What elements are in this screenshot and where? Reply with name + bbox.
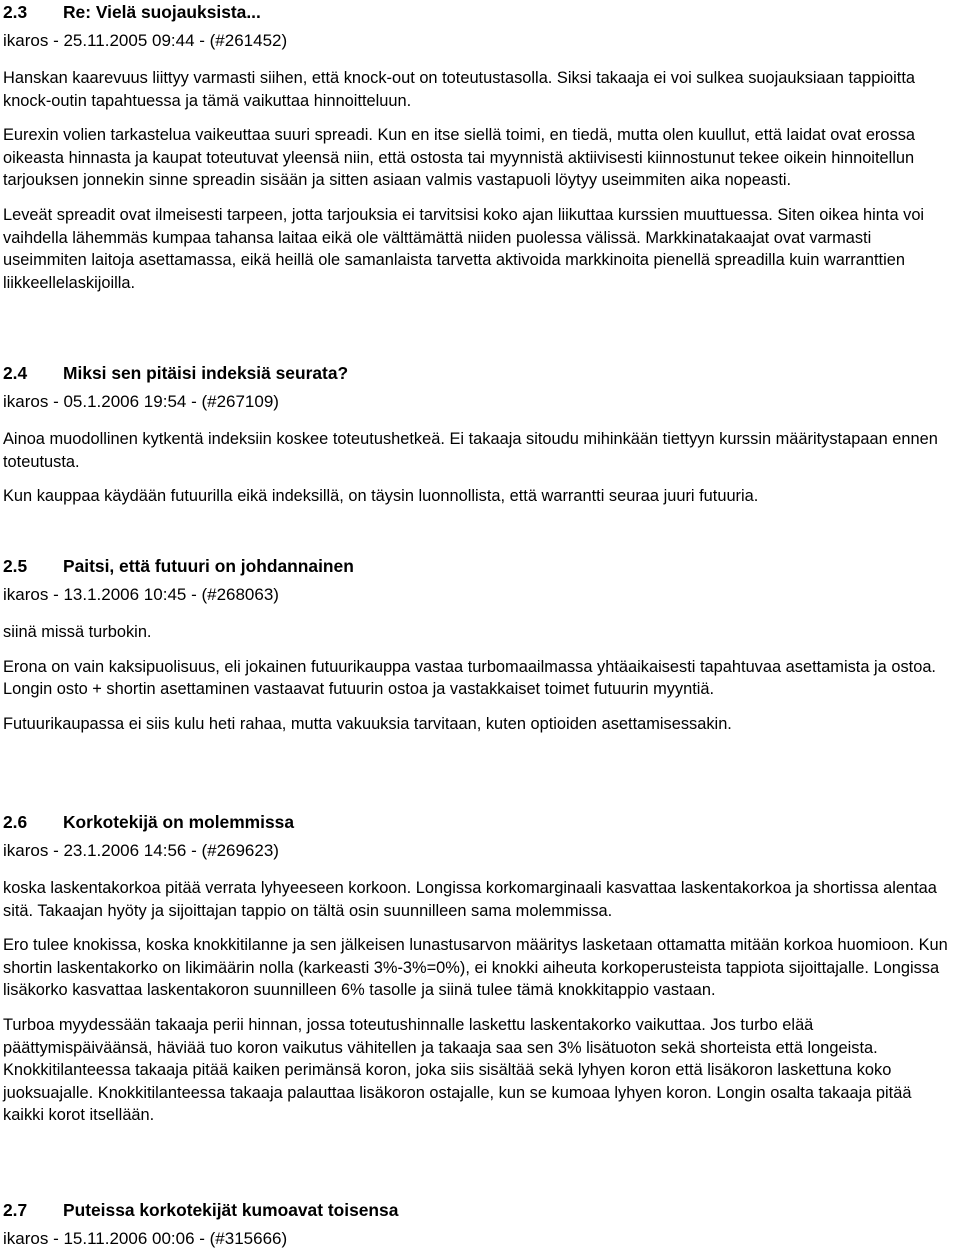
paragraph: siinä missä turbokin.: [3, 623, 152, 641]
paragraph: Kun kauppaa käydään futuurilla eikä indeksillä, on täysin luonnollista, että warrantti seuraa juuri futuuria.: [3, 487, 759, 506]
paragraph: koska laskentakorkoa pitää verrata lyhyeeseen korkoon. Longissa korkomarginaali kasvattaa laskentakorkoa ja shortissa alentaa sitä. Takaajan hyöty ja sijoittajan tappio on tältä osin suunnilleen sama molemmissa.: [3, 879, 937, 920]
section-number: 2.3: [3, 2, 28, 22]
post-meta: ikaros - 23.1.2006 14:56 - (#269623): [3, 841, 279, 860]
post-meta: ikaros - 25.11.2005 09:44 - (#261452): [3, 31, 288, 50]
section-title: Re: Vielä suojauksista...: [63, 2, 261, 22]
section-2-5: [3, 554, 953, 735]
section-2-4: [3, 361, 953, 508]
paragraph: Turboa myydessään takaaja perii hinnan, jossa toteutushinnalle laskettu laskentakorko vaikuttaa. Jos turbo elää päättymispäiväänsä, häviää tuo koron vaikutus vähitellen ja takaaja saa sen 3% lisätuoton sekä shorteista että longeista. Knokkitilanteessa takaaja pitää kaiken perimänsä koron, joka siis sisältää sekä lyhyen koron että lisäkoron laskettuna koko juoksuajalle. Knokkitilanteessa takaaja palauttaa lisäkoron ostajalle, kun se kumoaa lyhyen koron. Longin osalta takaaja pitää kaikki korot itsellään.: [3, 1015, 912, 1125]
section-heading: [3, 810, 953, 834]
section-number: 2.7: [3, 1200, 28, 1220]
section-number: 2.5: [3, 556, 28, 576]
paragraph: Erona on vain kaksipuolisuus, eli jokainen futuurikauppa vastaa turbomaailmassa yhtäaikaisesti tapahtuvaa asettamista ja ostoa. Longin osto + shortin asettaminen vastaavat futuurin ostoa ja vastakkaiset toimet futuurin myyntiä.: [3, 657, 936, 699]
section-number: 2.4: [3, 363, 28, 383]
paragraph: Ainoa muodollinen kytkentä indeksiin koskee toteutushetkeä. Ei takaaja sitoudu mihinkään tiettyyn kurssin määritystapaan ennen toteutusta.: [3, 430, 938, 471]
section-number: 2.6: [3, 812, 28, 832]
post-meta: ikaros - 15.11.2006 00:06 - (#315666): [3, 1229, 288, 1248]
section-2-6: [3, 810, 953, 1127]
paragraph: Hanskan kaarevuus liittyy varmasti siihen, että knock-out on toteutustasolla. Siksi takaaja ei voi sulkea suojauksiaan tappioitta knock-outin tapahtuessa ja tämä vaikuttaa hinnoitteluun.: [3, 69, 915, 110]
section-heading: [3, 1198, 953, 1222]
section-title: Puteissa korkotekijät kumoavat toisensa: [63, 1200, 399, 1220]
section-title: Paitsi, että futuuri on johdannainen: [63, 556, 354, 576]
paragraph: Futuurikaupassa ei siis kulu heti rahaa, mutta vakuuksia tarvitaan, kuten optioiden asettamisessakin.: [3, 714, 732, 733]
paragraph: Eurexin volien tarkastelua vaikeuttaa suuri spreadi. Kun en itse siellä toimi, en tiedä, mutta olen kuullut, että laidat ovat erossa oikeasta hinnasta ja kaupat toteutuvat yleensä niin, että ostosta tai myynnistä aktiivisesti kiinnostunut tekee oikein hinnoitellun tarjouksen jonnekin sinne spreadin sisään ja sitten asiaan valmis vastapuoli löytyy useimmiten aika nopeasti.: [3, 126, 916, 190]
section-2-3: [3, 0, 953, 294]
post-meta: ikaros - 05.1.2006 19:54 - (#267109): [3, 392, 279, 411]
section-2-7: [3, 1198, 953, 1251]
paragraph: Leveät spreadit ovat ilmeisesti tarpeen, jotta tarjouksia ei tarvitsisi koko ajan liikuttaa kurssien muuttuessa. Siten oikea hinta voi vaihdella lähemmäs kumpaa tahansa laitaa eikä ole välttämättä niiden puolessa välissä. Markkinatakaajat ovat varmasti useimmiten laitoja asettamassa, eikä heillä ole samanlaista tarvetta aktivoida markkinoita pienellä spreadilla kuin warranttien liikkeellelaskijoilla.: [3, 205, 925, 292]
section-title: Miksi sen pitäisi indeksiä seurata?: [63, 363, 349, 383]
post-meta: ikaros - 13.1.2006 10:45 - (#268063): [3, 585, 279, 604]
section-heading: [3, 554, 953, 578]
section-heading: [3, 0, 953, 24]
section-heading: [3, 361, 953, 385]
paragraph: Ero tulee knokissa, koska knokkitilanne ja sen jälkeisen lunastusarvon määritys lasketaan ottamatta mitään korkoa huomioon. Kun shortin laskentakorko on likimäärin nolla (karkeasti 3%-3%=0%), ei knokki aiheuta korkoperusteista tappiota sijoittajalle. Longissa lisäkorko kasvattaa laskentakoron suunnilleen 6% tasolle ja siinä tulee tämä knokkitappio vastaan.: [3, 936, 948, 1000]
section-title: Korkotekijä on molemmissa: [63, 812, 294, 832]
